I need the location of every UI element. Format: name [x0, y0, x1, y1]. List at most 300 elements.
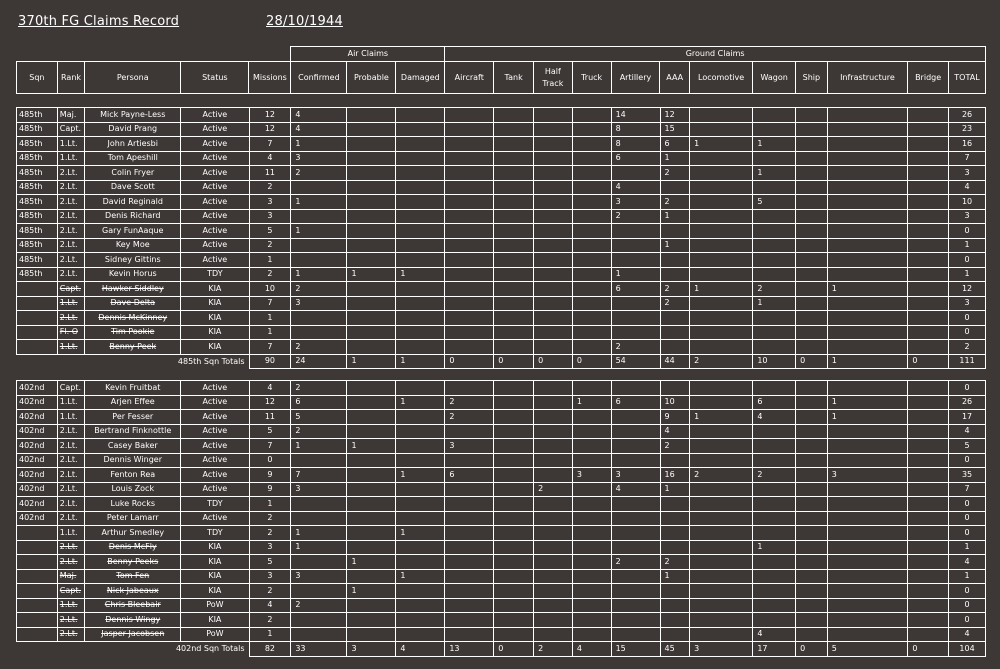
- value-cell: [396, 282, 445, 297]
- value-cell: [796, 555, 828, 570]
- value-cell: 16: [660, 468, 690, 483]
- rank-cell: 2.Lt.: [57, 439, 85, 454]
- value-cell: [660, 224, 690, 239]
- value-cell: [572, 381, 611, 396]
- totals-value-cell: 2: [690, 354, 753, 369]
- value-cell: 1: [660, 209, 690, 224]
- value-cell: 4: [611, 180, 660, 195]
- total-cell: 23: [949, 122, 986, 137]
- value-cell: [396, 598, 445, 613]
- sqn-cell: [17, 325, 58, 340]
- total-cell: 10: [949, 195, 986, 210]
- value-cell: [753, 108, 796, 123]
- persona-cell: Dave Scott: [85, 180, 181, 195]
- value-cell: 9: [249, 468, 291, 483]
- status-cell: Active: [181, 253, 249, 268]
- value-cell: 12: [249, 122, 291, 137]
- value-cell: [660, 267, 690, 282]
- persona-cell: Key Moe: [85, 238, 181, 253]
- column-header: Artillery: [611, 62, 660, 94]
- total-cell: 3: [949, 296, 986, 311]
- value-cell: [347, 627, 396, 642]
- persona-cell: Denis Richard: [85, 209, 181, 224]
- value-cell: 1: [291, 224, 347, 239]
- value-cell: 3: [611, 195, 660, 210]
- value-cell: [753, 613, 796, 628]
- sqn-cell: 402nd: [17, 468, 58, 483]
- status-cell: Active: [181, 137, 249, 152]
- value-cell: [908, 453, 949, 468]
- rank-cell: 2.Lt.: [57, 627, 85, 642]
- value-cell: [660, 598, 690, 613]
- value-cell: [827, 166, 908, 181]
- value-cell: [796, 195, 828, 210]
- value-cell: [690, 424, 753, 439]
- rank-cell: 2.Lt.: [57, 424, 85, 439]
- value-cell: [291, 311, 347, 326]
- value-cell: [611, 584, 660, 599]
- pilot-row: [17, 253, 986, 268]
- value-cell: 2: [660, 296, 690, 311]
- value-cell: [572, 282, 611, 297]
- value-cell: [534, 526, 573, 541]
- value-cell: [445, 424, 494, 439]
- value-cell: [827, 598, 908, 613]
- total-cell: 0: [949, 224, 986, 239]
- value-cell: [396, 584, 445, 599]
- persona-cell: David Reginald: [85, 195, 181, 210]
- value-cell: 3: [445, 439, 494, 454]
- sqn-cell: 402nd: [17, 439, 58, 454]
- pilot-row: [17, 555, 986, 570]
- status-cell: KIA: [181, 325, 249, 340]
- value-cell: [660, 340, 690, 355]
- persona-cell: Kevin Fruitbat: [85, 381, 181, 396]
- value-cell: [347, 410, 396, 425]
- value-cell: 6: [445, 468, 494, 483]
- sqn-cell: 485th: [17, 253, 58, 268]
- value-cell: [534, 424, 573, 439]
- value-cell: [445, 540, 494, 555]
- value-cell: [796, 122, 828, 137]
- value-cell: 2: [534, 482, 573, 497]
- value-cell: [534, 253, 573, 268]
- status-cell: Active: [181, 453, 249, 468]
- value-cell: [827, 238, 908, 253]
- value-cell: [445, 453, 494, 468]
- rank-cell: 1.Lt.: [57, 395, 85, 410]
- persona-cell: Tom Fen: [85, 569, 181, 584]
- sqn-cell: 402nd: [17, 482, 58, 497]
- grand-total-cell: 111: [949, 354, 986, 369]
- value-cell: 1: [660, 482, 690, 497]
- value-cell: 2: [660, 555, 690, 570]
- value-cell: 3: [291, 296, 347, 311]
- value-cell: [660, 497, 690, 512]
- value-cell: [347, 180, 396, 195]
- value-cell: [347, 253, 396, 268]
- totals-value-cell: 5: [827, 642, 908, 657]
- sqn-cell: [17, 598, 58, 613]
- value-cell: [445, 555, 494, 570]
- value-cell: 9: [249, 482, 291, 497]
- value-cell: [347, 511, 396, 526]
- value-cell: [908, 296, 949, 311]
- value-cell: 1: [396, 569, 445, 584]
- value-cell: 3: [249, 195, 291, 210]
- value-cell: 2: [611, 209, 660, 224]
- value-cell: [753, 325, 796, 340]
- column-header: TOTAL: [949, 62, 986, 94]
- value-cell: [796, 584, 828, 599]
- sqn-cell: 485th: [17, 151, 58, 166]
- value-cell: [396, 340, 445, 355]
- sqn-cell: [17, 311, 58, 326]
- sqn-cell: 402nd: [17, 424, 58, 439]
- pilot-row: [17, 195, 986, 210]
- value-cell: [494, 282, 534, 297]
- total-cell: 0: [949, 526, 986, 541]
- persona-cell: Bertrand Finknottle: [85, 424, 181, 439]
- column-header: Infrastructure: [827, 62, 908, 94]
- column-header: Half Track: [534, 62, 573, 94]
- value-cell: [347, 311, 396, 326]
- value-cell: 2: [249, 180, 291, 195]
- value-cell: [534, 584, 573, 599]
- value-cell: 2: [291, 424, 347, 439]
- status-cell: Active: [181, 180, 249, 195]
- total-cell: 2: [949, 340, 986, 355]
- value-cell: [572, 424, 611, 439]
- value-cell: 0: [249, 453, 291, 468]
- value-cell: [753, 511, 796, 526]
- value-cell: [908, 137, 949, 152]
- total-cell: 3: [949, 209, 986, 224]
- rank-cell: 1.Lt.: [57, 296, 85, 311]
- sqn-cell: [17, 613, 58, 628]
- value-cell: [908, 325, 949, 340]
- value-cell: [827, 209, 908, 224]
- value-cell: [291, 453, 347, 468]
- value-cell: 5: [249, 224, 291, 239]
- value-cell: [347, 282, 396, 297]
- pilot-row: [17, 340, 986, 355]
- value-cell: [660, 453, 690, 468]
- value-cell: [690, 340, 753, 355]
- value-cell: [445, 627, 494, 642]
- status-cell: TDY: [181, 497, 249, 512]
- total-cell: 5: [949, 439, 986, 454]
- value-cell: 2: [249, 511, 291, 526]
- value-cell: 4: [753, 627, 796, 642]
- value-cell: [611, 424, 660, 439]
- value-cell: [291, 238, 347, 253]
- persona-cell: Hawker Siddley: [85, 282, 181, 297]
- value-cell: 5: [753, 195, 796, 210]
- persona-cell: Louis Zock: [85, 482, 181, 497]
- rank-cell: 2.Lt.: [57, 166, 85, 181]
- value-cell: [347, 540, 396, 555]
- rank-cell: Capt.: [57, 584, 85, 599]
- value-cell: [572, 180, 611, 195]
- value-cell: 6: [660, 137, 690, 152]
- sqn-cell: [17, 296, 58, 311]
- column-header: Persona: [85, 62, 181, 94]
- value-cell: [347, 497, 396, 512]
- value-cell: 1: [690, 410, 753, 425]
- value-cell: 4: [660, 424, 690, 439]
- value-cell: [827, 569, 908, 584]
- value-cell: [690, 166, 753, 181]
- sqn-cell: 485th: [17, 137, 58, 152]
- sqn-cell: 485th: [17, 166, 58, 181]
- value-cell: 3: [249, 569, 291, 584]
- totals-value-cell: 13: [445, 642, 494, 657]
- column-header: Rank: [57, 62, 85, 94]
- value-cell: [572, 613, 611, 628]
- value-cell: [494, 598, 534, 613]
- rank-cell: 2.Lt.: [57, 180, 85, 195]
- value-cell: 2: [249, 613, 291, 628]
- value-cell: [494, 555, 534, 570]
- value-cell: [690, 453, 753, 468]
- value-cell: [827, 195, 908, 210]
- value-cell: [827, 381, 908, 396]
- value-cell: [534, 267, 573, 282]
- value-cell: [796, 253, 828, 268]
- value-cell: [494, 122, 534, 137]
- value-cell: [572, 253, 611, 268]
- pilot-row: [17, 424, 986, 439]
- sqn-cell: 485th: [17, 209, 58, 224]
- value-cell: [796, 511, 828, 526]
- totals-value-cell: 0: [534, 354, 573, 369]
- value-cell: [445, 613, 494, 628]
- sqn-cell: 485th: [17, 195, 58, 210]
- value-cell: [827, 340, 908, 355]
- value-cell: 7: [249, 137, 291, 152]
- total-cell: 1: [949, 267, 986, 282]
- value-cell: [347, 166, 396, 181]
- value-cell: [494, 325, 534, 340]
- value-cell: [445, 151, 494, 166]
- total-cell: 0: [949, 453, 986, 468]
- total-cell: 26: [949, 395, 986, 410]
- value-cell: [494, 381, 534, 396]
- pilot-row: [17, 497, 986, 512]
- persona-cell: Gary FunAaque: [85, 224, 181, 239]
- value-cell: [445, 311, 494, 326]
- rank-cell: 1.Lt.: [57, 137, 85, 152]
- value-cell: [347, 209, 396, 224]
- value-cell: [660, 325, 690, 340]
- value-cell: [611, 613, 660, 628]
- value-cell: [660, 584, 690, 599]
- value-cell: 3: [827, 468, 908, 483]
- pilot-row: [17, 180, 986, 195]
- value-cell: [753, 340, 796, 355]
- totals-value-cell: 0: [572, 354, 611, 369]
- value-cell: [753, 122, 796, 137]
- value-cell: [908, 238, 949, 253]
- value-cell: 1: [249, 253, 291, 268]
- value-cell: [534, 439, 573, 454]
- value-cell: [445, 122, 494, 137]
- value-cell: [796, 439, 828, 454]
- value-cell: [494, 340, 534, 355]
- value-cell: [827, 151, 908, 166]
- value-cell: [827, 108, 908, 123]
- rank-cell: 1.Lt.: [57, 340, 85, 355]
- value-cell: [908, 340, 949, 355]
- value-cell: [827, 296, 908, 311]
- total-cell: 1: [949, 238, 986, 253]
- pilot-row: [17, 122, 986, 137]
- value-cell: [494, 468, 534, 483]
- value-cell: 1: [291, 195, 347, 210]
- value-cell: 3: [291, 482, 347, 497]
- value-cell: [753, 497, 796, 512]
- status-cell: PoW: [181, 627, 249, 642]
- persona-cell: John Artiesbi: [85, 137, 181, 152]
- pilot-row: [17, 598, 986, 613]
- value-cell: [494, 195, 534, 210]
- value-cell: [347, 195, 396, 210]
- value-cell: [494, 253, 534, 268]
- value-cell: [534, 613, 573, 628]
- persona-cell: Per Fesser: [85, 410, 181, 425]
- value-cell: 10: [660, 395, 690, 410]
- value-cell: [396, 540, 445, 555]
- status-cell: KIA: [181, 296, 249, 311]
- persona-cell: Casey Baker: [85, 439, 181, 454]
- value-cell: [908, 166, 949, 181]
- total-cell: 1: [949, 569, 986, 584]
- value-cell: 1: [660, 151, 690, 166]
- value-cell: [572, 627, 611, 642]
- value-cell: [796, 166, 828, 181]
- squadron-totals-row: [17, 354, 986, 369]
- value-cell: [572, 526, 611, 541]
- value-cell: [908, 439, 949, 454]
- value-cell: [796, 627, 828, 642]
- value-cell: [690, 311, 753, 326]
- value-cell: [611, 598, 660, 613]
- value-cell: [534, 598, 573, 613]
- value-cell: 1: [396, 267, 445, 282]
- total-cell: 3: [949, 166, 986, 181]
- status-cell: KIA: [181, 569, 249, 584]
- value-cell: [396, 555, 445, 570]
- value-cell: [445, 166, 494, 181]
- value-cell: [534, 282, 573, 297]
- persona-cell: Dennis McKinney: [85, 311, 181, 326]
- persona-cell: Jasper Jacobsen: [85, 627, 181, 642]
- value-cell: 1: [347, 267, 396, 282]
- value-cell: [611, 569, 660, 584]
- value-cell: 1: [753, 296, 796, 311]
- value-cell: [445, 526, 494, 541]
- pilot-row: [17, 296, 986, 311]
- value-cell: 12: [660, 108, 690, 123]
- value-cell: [572, 325, 611, 340]
- value-cell: 2: [291, 282, 347, 297]
- value-cell: 1: [291, 267, 347, 282]
- value-cell: 1: [611, 267, 660, 282]
- pilot-row: [17, 627, 986, 642]
- rank-cell: 1.Lt.: [57, 151, 85, 166]
- value-cell: 1: [291, 540, 347, 555]
- value-cell: [827, 325, 908, 340]
- sqn-cell: 402nd: [17, 453, 58, 468]
- value-cell: [347, 238, 396, 253]
- value-cell: [908, 468, 949, 483]
- status-cell: Active: [181, 439, 249, 454]
- value-cell: [494, 410, 534, 425]
- persona-cell: Dennis Winger: [85, 453, 181, 468]
- pilot-row: [17, 511, 986, 526]
- totals-value-cell: 82: [249, 642, 291, 657]
- value-cell: 1: [827, 282, 908, 297]
- value-cell: 1: [347, 555, 396, 570]
- rank-cell: Maj.: [57, 108, 85, 123]
- value-cell: 8: [611, 122, 660, 137]
- total-cell: 4: [949, 180, 986, 195]
- pilot-row: [17, 238, 986, 253]
- value-cell: 2: [660, 282, 690, 297]
- value-cell: [660, 627, 690, 642]
- value-cell: [660, 180, 690, 195]
- value-cell: [908, 526, 949, 541]
- rank-cell: Fl. O: [57, 325, 85, 340]
- value-cell: [611, 296, 660, 311]
- totals-value-cell: 0: [796, 642, 828, 657]
- value-cell: [611, 439, 660, 454]
- value-cell: [690, 395, 753, 410]
- value-cell: [534, 555, 573, 570]
- value-cell: [796, 238, 828, 253]
- value-cell: [347, 137, 396, 152]
- total-cell: 1: [949, 540, 986, 555]
- totals-value-cell: 4: [396, 642, 445, 657]
- rank-cell: 2.Lt.: [57, 267, 85, 282]
- value-cell: [827, 424, 908, 439]
- sqn-cell: [17, 627, 58, 642]
- rank-cell: 2.Lt.: [57, 238, 85, 253]
- value-cell: [827, 180, 908, 195]
- value-cell: [908, 613, 949, 628]
- value-cell: 2: [690, 468, 753, 483]
- value-cell: [611, 253, 660, 268]
- value-cell: [494, 238, 534, 253]
- sqn-cell: 485th: [17, 108, 58, 123]
- sqn-cell: [17, 569, 58, 584]
- value-cell: 1: [753, 166, 796, 181]
- value-cell: [445, 340, 494, 355]
- grand-total-cell: 104: [949, 642, 986, 657]
- persona-cell: Dave Delta: [85, 296, 181, 311]
- status-cell: KIA: [181, 340, 249, 355]
- value-cell: [753, 381, 796, 396]
- status-cell: TDY: [181, 267, 249, 282]
- column-header: Truck: [572, 62, 611, 94]
- value-cell: [660, 613, 690, 628]
- value-cell: 3: [249, 540, 291, 555]
- rank-cell: 1.Lt.: [57, 410, 85, 425]
- value-cell: [572, 151, 611, 166]
- sqn-cell: [17, 526, 58, 541]
- column-header: Tank: [494, 62, 534, 94]
